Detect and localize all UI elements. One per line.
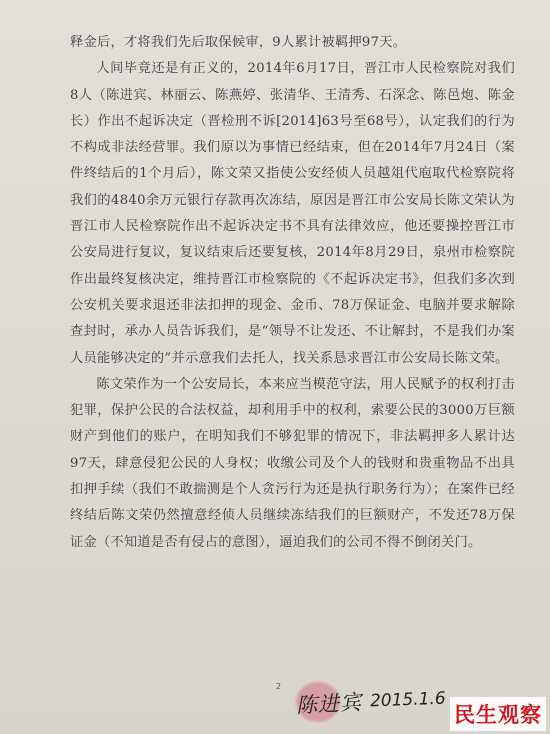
paragraph-1: 人间毕竟还是有正义的，2014年6月17日，晋江市人民检察院对我们8人（陈进宾、林丽云、陈燕婷、张清华、王清秀、石深念、陈邑炮、陈金长）作出不起诉决定（晋检刑不诉[2014]63号至68号），认定我们的行为不构成非法经营罪。我们原以为事情已经结束，但在2014年7月24日（案件终结后的1个月后），陈文荣又指使公安经侦人员越俎代庖取代检察院将我们的4840余万元银行存款再次冻结，原因是晋江市公安局长陈文荣认为晋江市人民检察院作出不起诉决定书不具有法律效应，他还要操控晋江市公安局进行复议，复议结束后还要复核，2014年8月29日，泉州市检察院作出最终复核决定，维持晋江市检察院的《不起诉决定书》，但我们多次到公安机关要求退还非法扣押的现金、金币、78万保证金、电脑并要求解除查封时，承办人员告诉我们，是“领导不让发还、不让解封，不是我们办案人员能够决定的”并示意我们去托人，找关系恳求晋江市公安局长陈文荣。 [70, 61, 515, 366]
signature-date: 2015.1.6 [369, 688, 447, 712]
handwritten-signature: 陈进宾 [295, 690, 363, 718]
paragraph-2: 陈文荣作为一个公安局长，本来应当模范守法，用人民赋予的权利打击犯罪，保护公民的合法权益，却利用手中的权利，索要公民的3000万巨额财产到他们的账户，在明知我们不够犯罪的情况下，非法羁押多人累计达97天，肆意侵犯公民的人身权；收缴公司及个人的钱财和贵重物品不出具扣押手续（我们不敢揣测是个人贪污行为还是执行职务行为）；在案件已经终结后陈文荣仍然擅意经侦人员继续冻结我们的巨额财产，不发还78万保证金（不知道是否有侵占的意图），逼迫我们的公司不得不倒闭关门。 [70, 376, 515, 550]
watermark-logo: 民生观察 [450, 697, 546, 731]
paragraph-0: 释金后，才将我们先后取保候审，9人累计被羁押97天。 [70, 35, 407, 50]
page-number: 2 [276, 682, 282, 691]
document-body [70, 30, 515, 556]
